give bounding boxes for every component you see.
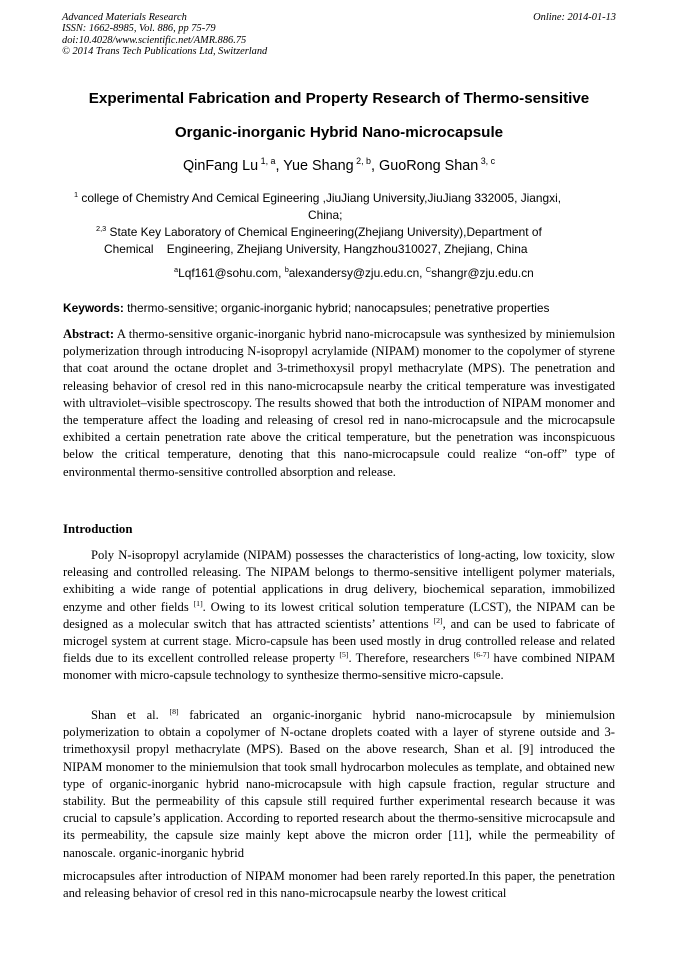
email-b: alexandersy@zju.edu.cn, [288,266,426,280]
affiliation-1-line-1: $^1$ college of Chemistry And Cemical Egineering ,JiuJiang University,JiuJiang 332005, Jiangxi, [74,190,562,205]
email-c: shangr@zju.edu.cn [431,266,534,280]
online-date: Online: 2014-01-13 [533,12,616,23]
keywords [63,301,623,315]
abstract-text: A thermo-sensitive organic-inorganic hybrid nano-microcapsule was synthesized by miniemulsion polymerization through introducing N-isopropyl acrylamide (NIPAM) monomer to the copolymer of styrene that coat around the octane droplet and 3-trimethoxysil propyl methacrylate (MPS). The penetration and releasing behavior of cresol red in this nano-microcapsule nearby the critical temperature was investigated with ultraviolet–visible spectroscopy. The results showed that both the introduction of NIPAM monomer and the temperature affect the loading and releasing of cresol red in nano-microcapsule and the microcapsule exhibited a certain penetration rate above the critical temperature, but the penetration was inconspicuous below the critical temperature, denoting that this nano-microcapsule could realize “on-off” type of environmental thermo-sensitive controlled absorption and release. [63,327,615,479]
email-a: Lqf161@sohu.com, [178,266,285,280]
citation: [8] [169,706,179,716]
author-name: GuoRong Shan [379,158,479,174]
citation: [1] [193,598,203,608]
author-name: Yue Shang [283,158,354,174]
abstract-label: Abstract: [63,327,115,341]
abstract [63,326,615,481]
affiliation-1-line-2: China; [308,208,343,222]
keywords-text: thermo-sensitive; organic-inorganic hybrid; nanocapsules; penetrative properties [123,301,550,315]
introduction-paragraph-2-continued: microcapsules after introduction of NIPAM monomer had been rarely reported.In this paper, the penetration and releasing behavior of cresol red in this nano-microcapsule nearby the lowest critical [63,869,615,901]
author-list: QinFang Lu $^{1, a}$, Yue Shang $^{2, b}$, GuoRong Shan $^{3, c}$ [182,156,496,174]
journal-doi: doi:10.4028/www.scientific.net/AMR.886.75 [62,34,247,46]
journal-issn: ISSN: 1662-8985, Vol. 886, pp 75-79 [62,23,216,35]
citation: [5] [339,650,349,660]
paper-title-line-1: Experimental Fabrication and Property Research of Thermo-sensitive [88,90,590,107]
keywords-label: Keywords: [63,301,124,315]
author-name: QinFang Lu [182,158,259,174]
author-superscript: 2, b [356,156,371,167]
introduction-paragraph-1: Poly N-isopropyl acrylamide (NIPAM) possesses the characteristics of long-acting, low toxicity, slow releasing and controlled releasing. The NIPAM belongs to thermo-sensitive intelligent polymer materials, exhibiting a wide range of potential applications in drug delivery, biochemical separation, immobilized enzyme and other fields [1]. Owing to its lowest critical solution temperature (LCST), the NIPAM can be designed as a molecular switch that has attracted scientists’ attentions [2], and can be used to fabricate of microgel system at current stage. Micro-capsule has been used mostly in drug controlled release and related fields due to its excellent controlled release property [5]. Therefore, researchers [6-7] have combined NIPAM monomer with micro-capsule technology to synthesize thermo-sensitive micro-capsule. [63,548,616,683]
citation: [2] [433,615,443,625]
affiliation-marker: 1 [74,190,79,200]
author-superscript: 3, c [480,156,496,167]
journal-name: Advanced Materials Research [62,12,187,23]
journal-copyright: © 2014 Trans Tech Publications Ltd, Switzerland [62,45,268,57]
introduction-paragraph-2: Shan et al. [8] fabricated an organic-inorganic hybrid nano-microcapsule by miniemulsion polymerization to obtain a copolymer of N-octane droplets coated with a layer of styrene outside and 3-trimethoxysil propyl methacrylate (MPS). Based on the above research, Shan et al. [9] introduced the NIPAM monomer to the miniemulsion that took small hydrocarbon molecules as template, and obtained new type of organic-inorganic hybrid nano-microcapsule with high capsule fraction, regular structure and stability. But the permeability of this capsule still required further experimental research because it was crucial to capsule’s application. According to reported research about the thermo-sensitive microcapsule and its permeability, the capsule size mainly kept above the micron order [11], while the permeability of nanoscale. organic-inorganic hybrid [63,706,615,860]
paper-title-line-2: Organic-inorganic Hybrid Nano-microcapsule [174,124,504,141]
email-line: $^a$Lqf161@sohu.com, $^b$alexandersy@zju.edu.cn, $^C$shangr@zju.edu.cn [174,265,534,280]
affiliation-2-line-1: $^{2,3}$ State Key Laboratory of Chemical Engineering(Zhejiang University),Department of [96,224,542,239]
affiliation-marker: 2,3 [96,224,107,234]
citation: [6-7] [473,650,490,660]
affiliation-2-line-2: Chemical Engineering, Zhejiang University, Hangzhou310027, Zhejiang, China [104,242,528,256]
author-superscript: 1, a [260,156,276,167]
journal-header [62,12,267,57]
introduction-heading: Introduction [63,522,133,536]
